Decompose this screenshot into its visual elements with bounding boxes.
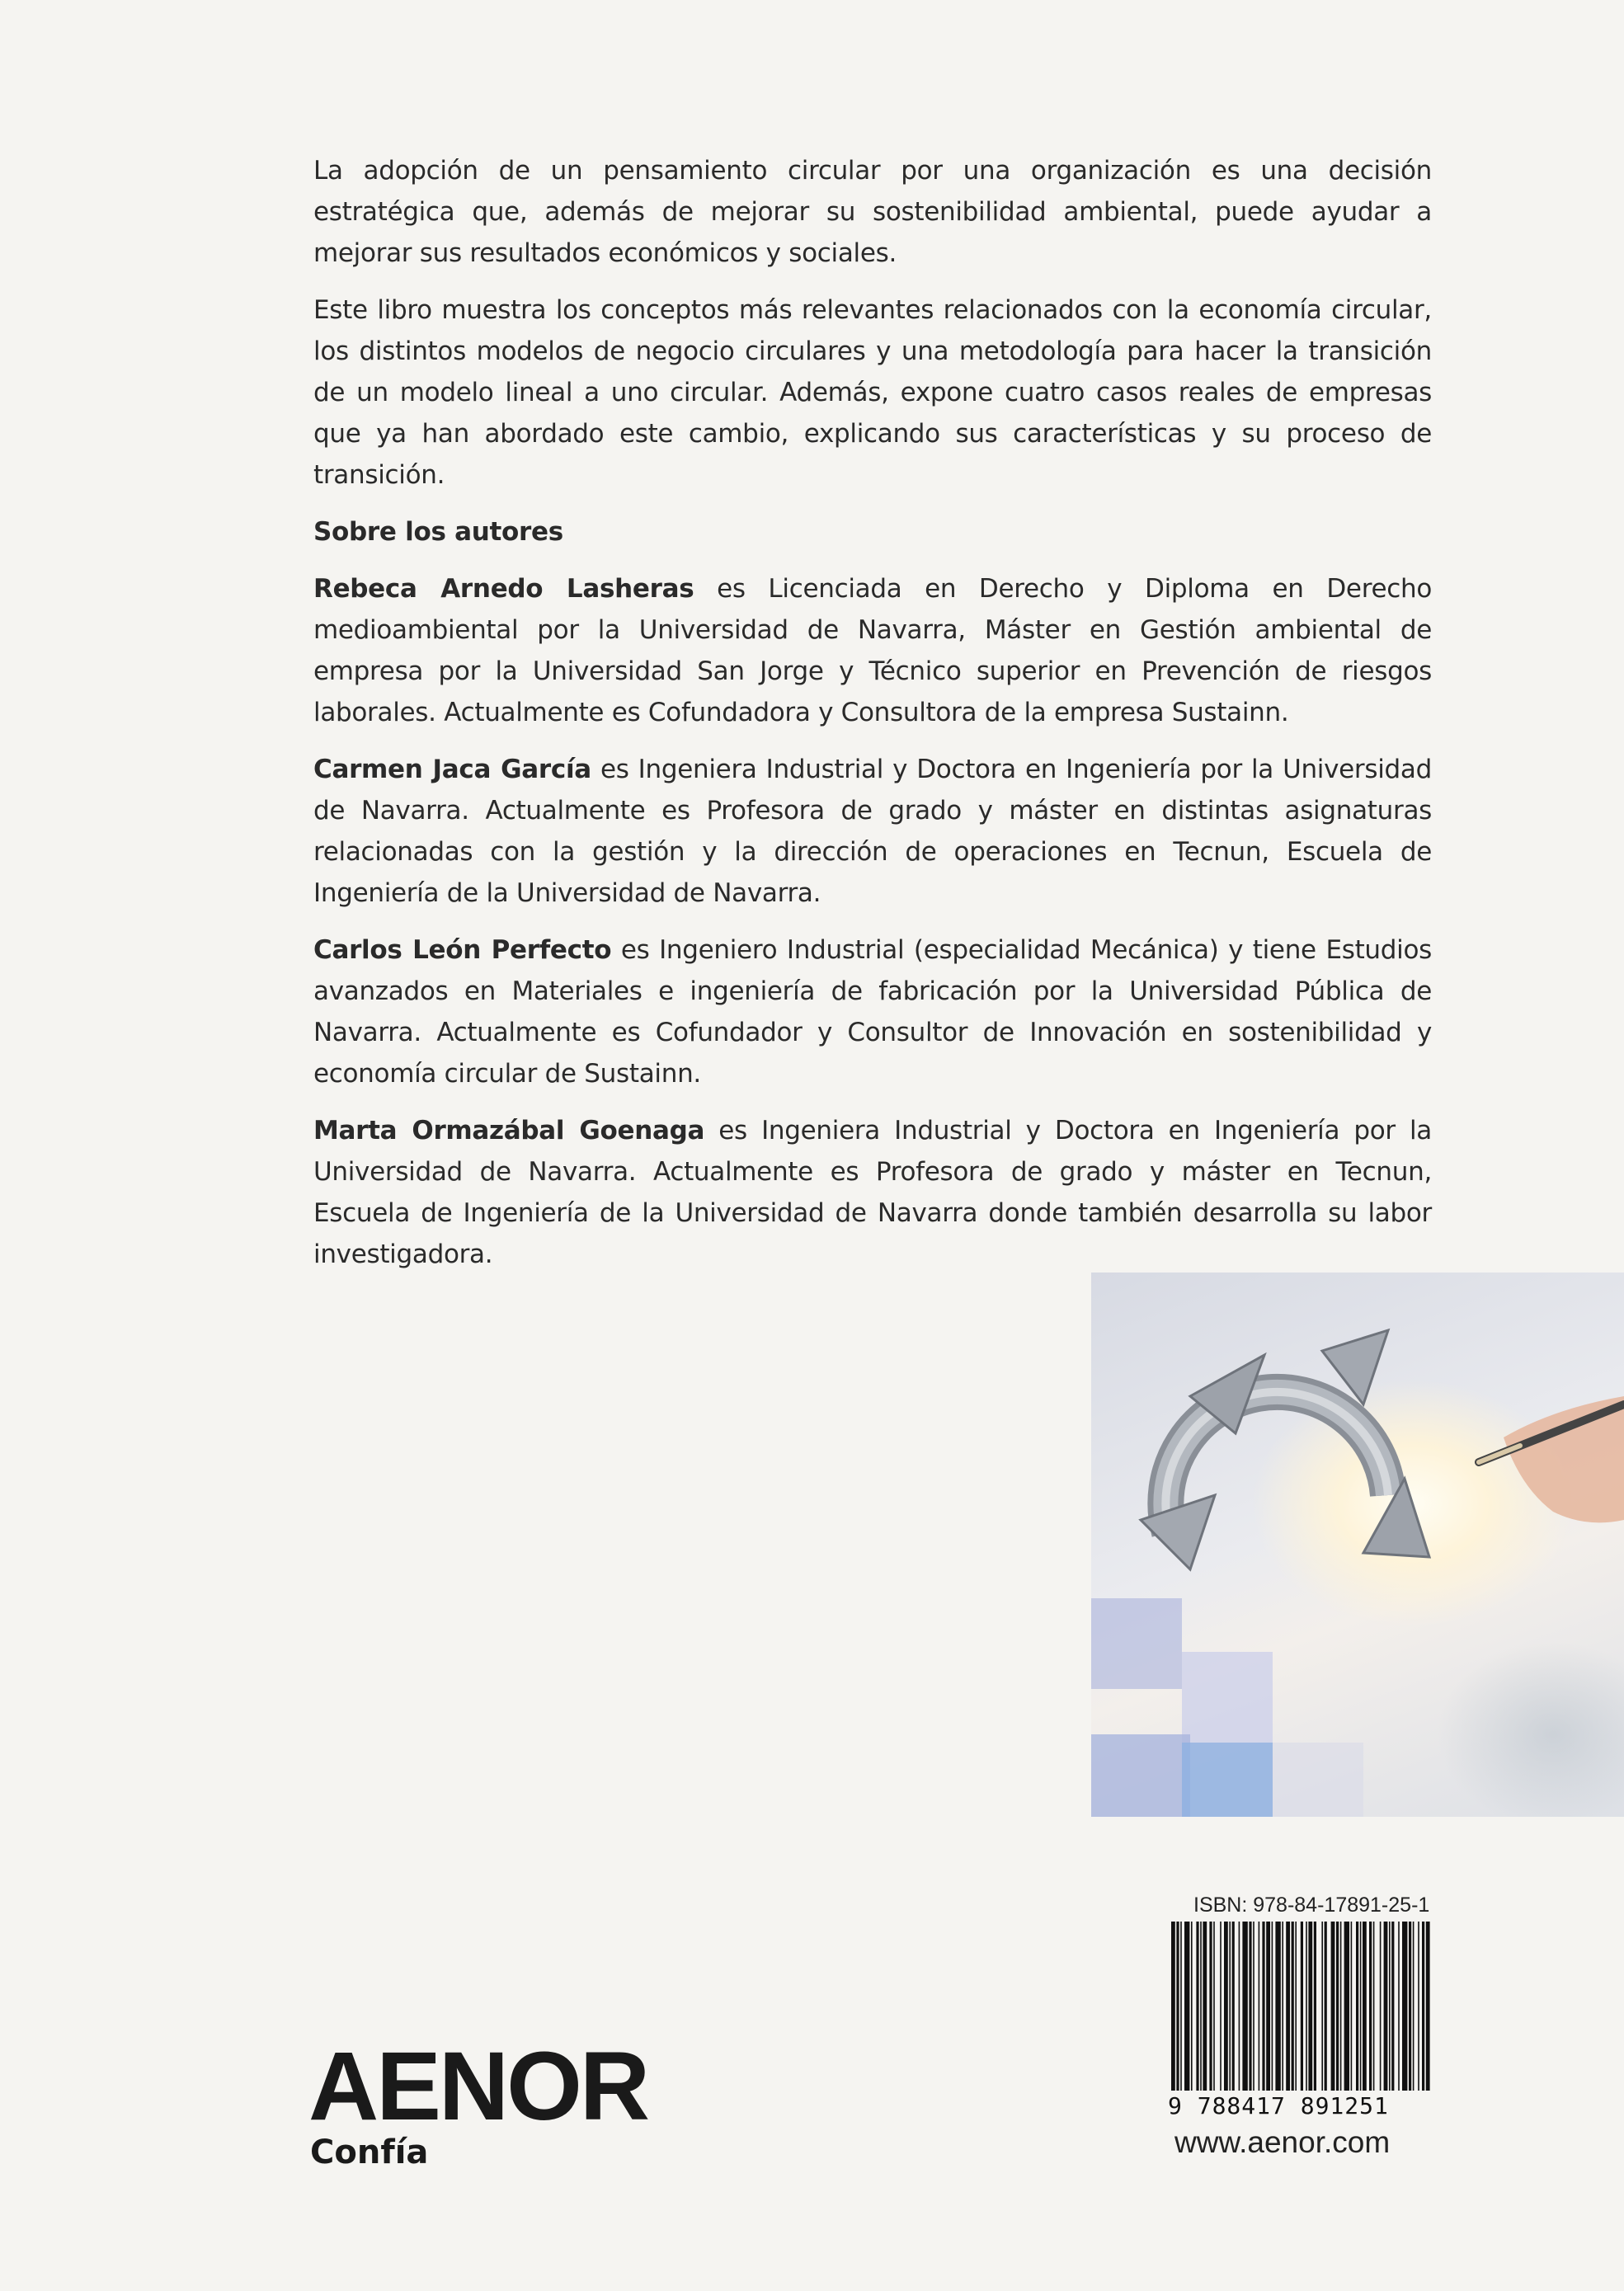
author-bio-4 bbox=[313, 1110, 1432, 1275]
barcode-bar bbox=[1224, 1922, 1228, 2091]
barcode-bar bbox=[1398, 1922, 1400, 2091]
barcode-bar bbox=[1373, 1922, 1375, 2091]
authors-heading: Sobre los autores bbox=[313, 517, 563, 547]
barcode-bar bbox=[1306, 1922, 1307, 2091]
back-cover-text bbox=[313, 150, 1432, 1291]
barcode-bar bbox=[1249, 1922, 1251, 2091]
publisher-logo bbox=[308, 2032, 648, 2173]
barcode-bar bbox=[1272, 1922, 1273, 2091]
decorative-square bbox=[1091, 1598, 1182, 1689]
barcode-bar bbox=[1418, 1922, 1419, 2091]
intro-paragraph-1: La adopción de un pensamiento circular por una organización es una decisión estratégica que, además de mejorar su sostenibilidad ambiental, puede ayudar a mejorar sus resultados económicos y sociales. bbox=[313, 156, 1432, 268]
author-name: Carmen Jaca García bbox=[313, 755, 591, 784]
barcode-bar bbox=[1363, 1922, 1367, 2091]
decorative-square bbox=[1273, 1743, 1363, 1817]
website-url[interactable]: www.aenor.com bbox=[1174, 2125, 1391, 2159]
barcode-bar bbox=[1360, 1922, 1362, 2091]
barcode-bar bbox=[1171, 1922, 1175, 2091]
barcode-bar bbox=[1340, 1922, 1342, 2091]
barcode-bar bbox=[1229, 1922, 1231, 2091]
barcode-bar bbox=[1314, 1922, 1316, 2091]
author-bio-text: es Ingeniera Industrial y Doctora en Ingeniería por la Universidad de Navarra. Actualmente es Profesora de grado y máster en distintas asignaturas relacionadas con la gestión y la dirección de operaciones en Tecnun, Escuela de Ingeniería de la Universidad de Navarra. bbox=[313, 755, 1432, 908]
author-bio-3 bbox=[313, 929, 1432, 1094]
barcode-bar bbox=[1203, 1922, 1207, 2091]
barcode-icon bbox=[1168, 1922, 1432, 2091]
photo-illustration bbox=[1091, 1273, 1624, 1817]
barcode-bar bbox=[1384, 1922, 1388, 2091]
barcode-bar bbox=[1286, 1922, 1290, 2091]
barcode-bar bbox=[1239, 1922, 1240, 2091]
author-bio-2 bbox=[313, 749, 1432, 914]
decorative-square bbox=[1091, 1734, 1190, 1817]
intro-paragraph-2: Este libro muestra los conceptos más relevantes relacionados con la economía circular, los distintos modelos de negocio circulares y una metodología para hacer la transición de un modelo lineal a uno circular. Además, expone cuatro casos reales de empresas que ya han abordado este cambio, explicando sus características y su proceso de transición. bbox=[313, 295, 1432, 490]
barcode-bar bbox=[1262, 1922, 1264, 2091]
author-name: Marta Ormazábal Goenaga bbox=[313, 1116, 705, 1146]
barcode-bar bbox=[1426, 1922, 1430, 2091]
logo-tagline: Confía bbox=[310, 2133, 429, 2171]
author-name: Carlos León Perfecto bbox=[313, 935, 612, 965]
barcode-bar bbox=[1292, 1922, 1294, 2091]
barcode-bar bbox=[1220, 1922, 1222, 2091]
decorative-square bbox=[1182, 1652, 1273, 1743]
barcode-bar bbox=[1356, 1922, 1358, 2091]
barcode-bar bbox=[1409, 1922, 1411, 2091]
barcode-bar bbox=[1331, 1922, 1335, 2091]
decorative-square bbox=[1182, 1743, 1273, 1817]
barcode-bar bbox=[1275, 1922, 1280, 2091]
barcode-bar bbox=[1336, 1922, 1339, 2091]
barcode-bar bbox=[1344, 1922, 1349, 2091]
barcode-bar bbox=[1413, 1922, 1415, 2091]
author-bio-1 bbox=[313, 568, 1432, 733]
barcode-bar bbox=[1321, 1922, 1323, 2091]
barcode-bar bbox=[1308, 1922, 1312, 2091]
barcode-bar bbox=[1184, 1922, 1189, 2091]
circular-economy-photo bbox=[1091, 1273, 1624, 1817]
isbn-label: ISBN: 978-84-17891-25-1 bbox=[1193, 1893, 1430, 1917]
barcode-bar bbox=[1301, 1922, 1303, 2091]
barcode-bar bbox=[1232, 1922, 1235, 2091]
barcode-bar bbox=[1253, 1922, 1254, 2091]
barcode-bar bbox=[1196, 1922, 1198, 2091]
author-bio-text: es Licenciada en Derecho y Diploma en Derecho medioambiental por la Universidad de Navarra, Máster en Gestión ambiental de empresa por la Universidad San Jorge y Técnico superior en Prevención de riesgos laborales. Actualmente es Cofundadora y Consultora de la empresa Sustainn. bbox=[313, 574, 1432, 727]
barcode-bar bbox=[1402, 1922, 1407, 2091]
barcode-bar bbox=[1369, 1922, 1372, 2091]
barcode-bar bbox=[1209, 1922, 1212, 2091]
barcode-bar bbox=[1422, 1922, 1424, 2091]
barcode-bar bbox=[1200, 1922, 1202, 2091]
barcode-bar bbox=[1282, 1922, 1283, 2091]
barcode-digits: 9 788417 891251 bbox=[1168, 2092, 1389, 2119]
barcode-bar bbox=[1259, 1922, 1260, 2091]
barcode-bar bbox=[1391, 1922, 1394, 2091]
barcode-bar bbox=[1213, 1922, 1215, 2091]
barcode-bar bbox=[1389, 1922, 1391, 2091]
barcode-bar bbox=[1180, 1922, 1182, 2091]
barcode-bar bbox=[1176, 1922, 1179, 2091]
author-bio-text: es Ingeniero Industrial (especialidad Mecánica) y tiene Estudios avanzados en Materiales e ingeniería de fabricación por la Universidad Pública de Navarra. Actualmente es Cofundador y Consultor de Innovación en sostenibilidad y economía circular de Sustainn. bbox=[313, 935, 1432, 1089]
barcode-bar bbox=[1242, 1922, 1247, 2091]
barcode-bar bbox=[1266, 1922, 1270, 2091]
barcode-bar bbox=[1191, 1922, 1193, 2091]
barcode-bar bbox=[1380, 1922, 1382, 2091]
barcode-bar bbox=[1351, 1922, 1353, 2091]
author-name: Rebeca Arnedo Lasheras bbox=[313, 574, 694, 604]
author-bio-text: es Ingeniera Industrial y Doctora en Ingeniería por la Universidad de Navarra. Actualmente es Profesora de grado y máster en Tecnun, Escuela de Ingeniería de la Universidad de Navarra donde también desarrolla su labor investigadora. bbox=[313, 1116, 1433, 1269]
logo-text: AENOR bbox=[308, 2032, 648, 2141]
barcode-bar bbox=[1325, 1922, 1327, 2091]
barcode-bar bbox=[1295, 1922, 1297, 2091]
recycle-arrows-icon bbox=[1141, 1330, 1429, 1569]
hand-pen-icon bbox=[1479, 1396, 1624, 1522]
